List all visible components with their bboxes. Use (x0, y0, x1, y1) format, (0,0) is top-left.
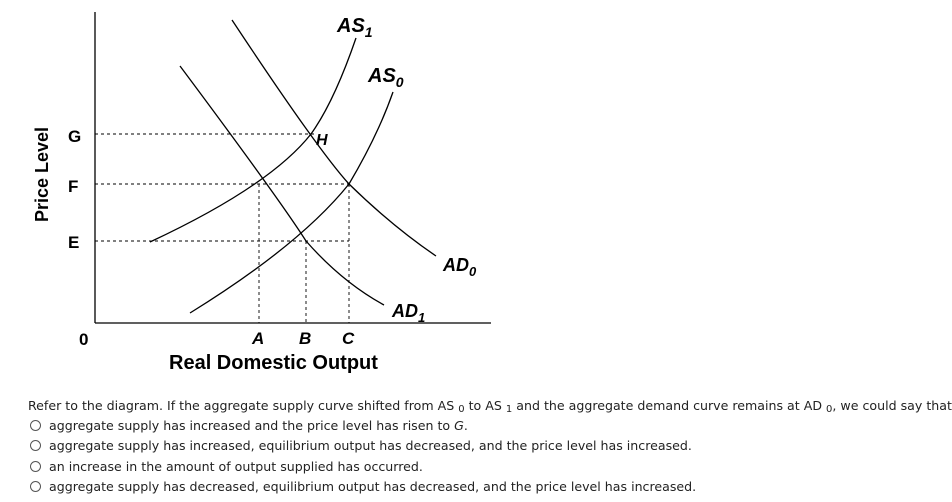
answer-option-label: aggregate supply has increased, equilibrium output has decreased, and the price level has increased. (49, 438, 692, 454)
as1-label: $AS_1$ (337, 15, 373, 40)
output-level-b-label: B (299, 329, 312, 348)
output-level-a-label: A (252, 329, 265, 348)
answer-option-4[interactable] (30, 477, 696, 498)
question-text: Refer to the diagram. If the aggregate supply curve shifted from AS $_0$ to AS $_1$ and the aggregate demand curve remains at AD $_0$, we could say that (28, 398, 952, 415)
radio-button[interactable] (30, 440, 41, 451)
price-level-g-label: G (68, 127, 82, 146)
answer-option-3[interactable] (30, 456, 696, 477)
answer-option-2[interactable] (30, 436, 696, 457)
answer-option-1[interactable] (30, 415, 696, 436)
answer-options (30, 415, 696, 497)
as0-label: $AS_0$ (368, 65, 404, 90)
as0-curve (190, 92, 393, 313)
point-h-label: H (316, 132, 328, 149)
radio-button[interactable] (30, 481, 41, 492)
ad1-label: $AD_1$ (392, 301, 426, 325)
ad0-label: $AD_0$ (443, 255, 477, 279)
ad1-curve (180, 66, 384, 305)
radio-button[interactable] (30, 420, 41, 431)
x-axis-title: Real Domestic Output (169, 352, 378, 374)
answer-option-label: aggregate supply has decreased, equilibrium output has decreased, and the price level has increased. (49, 479, 697, 495)
y-axis-title: Price Level (32, 126, 52, 222)
radio-button[interactable] (30, 461, 41, 472)
ad0-curve (232, 20, 436, 256)
answer-option-label: aggregate supply has increased and the price level has risen to G. (49, 417, 468, 433)
output-level-c-label: C (342, 329, 355, 348)
origin-label: 0 (79, 330, 89, 349)
price-level-f-label: F (68, 177, 79, 196)
answer-option-label: an increase in the amount of output supplied has occurred. (49, 458, 423, 474)
price-level-e-label: E (68, 233, 80, 252)
